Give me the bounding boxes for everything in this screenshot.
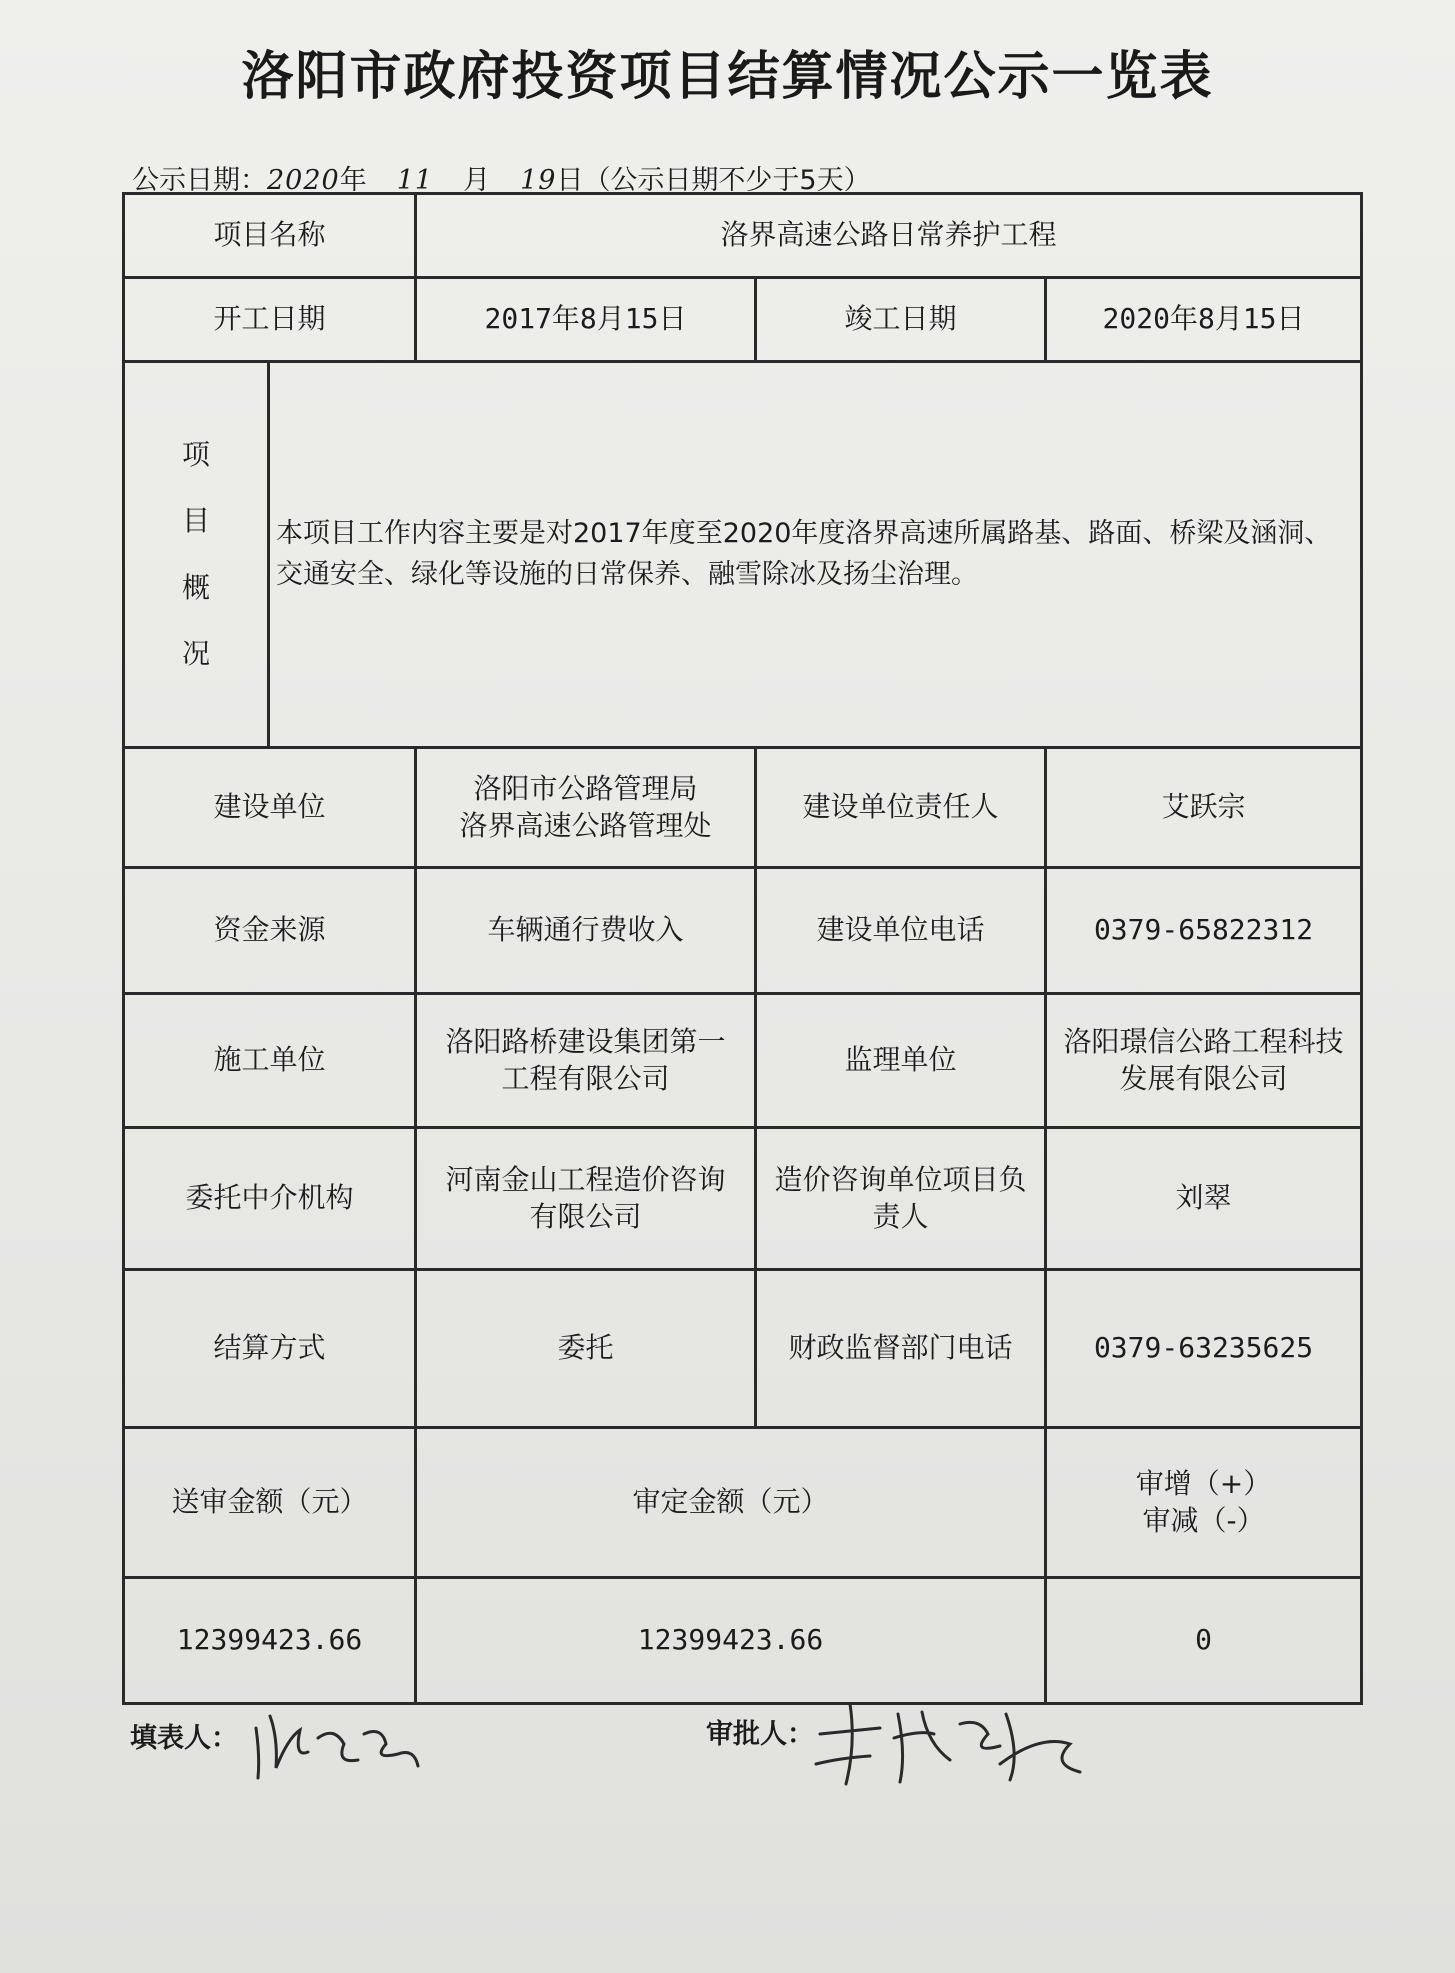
value-agency-lead: 刘翠 [1046, 1128, 1362, 1270]
label-unit-responsible: 建设单位责任人 [756, 748, 1046, 868]
value-fund-source: 车辆通行费收入 [416, 868, 756, 994]
row-overview [124, 362, 1362, 748]
label-project-name: 项目名称 [124, 194, 416, 278]
label-overview-char: 项 [181, 437, 210, 471]
label-settlement-method: 结算方式 [124, 1270, 416, 1428]
row-amount-headers [124, 1428, 1362, 1578]
date-label: 公示日期： [132, 165, 267, 196]
value-supervisor: 洛阳璟信公路工程科技发展有限公司 [1046, 994, 1362, 1128]
label-agency: 委托中介机构 [124, 1128, 416, 1270]
label-end-date: 竣工日期 [756, 278, 1046, 362]
label-increase-decrease: 审增（+） 审减（-） [1046, 1428, 1362, 1578]
label-supervisor: 监理单位 [756, 994, 1046, 1128]
label-contractor: 施工单位 [124, 994, 416, 1128]
row-settlement-method [124, 1270, 1362, 1428]
label-submitted-amount: 送审金额（元） [124, 1428, 416, 1578]
label-agency-lead: 造价咨询单位项目负责人 [756, 1128, 1046, 1270]
value-approved-amount: 12399423.66 [416, 1578, 1046, 1704]
value-increase-decrease: 0 [1046, 1578, 1362, 1704]
date-year-suffix: 年 [339, 165, 367, 196]
value-settlement-method: 委托 [416, 1270, 756, 1428]
date-day-suffix: 日 [556, 165, 584, 196]
value-overview: 本项目工作内容主要是对2017年度至2020年度洛界高速所属路基、路面、桥梁及涵洞、交通安全、绿化等设施的日常保养、融雪除冰及扬尘治理。 [269, 362, 1362, 748]
row-project-name [124, 194, 1362, 278]
label-unit-phone: 建设单位电话 [756, 868, 1046, 994]
label-overview-char: 目 [181, 504, 210, 538]
date-year: 2020 [267, 165, 340, 196]
document-title: 洛阳市政府投资项目结算情况公示一览表 [241, 47, 1214, 107]
value-construction-unit: 洛阳市公路管理局 洛界高速公路管理处 [416, 748, 756, 868]
date-day: 19 [520, 165, 557, 196]
row-amount-values [124, 1578, 1362, 1704]
value-unit-phone: 0379-65822312 [1046, 868, 1362, 994]
value-end-date: 2020年8月15日 [1046, 278, 1362, 362]
label-finance-phone: 财政监督部门电话 [756, 1270, 1046, 1428]
value-project-name: 洛界高速公路日常养护工程 [416, 194, 1362, 278]
value-finance-phone: 0379-63235625 [1046, 1270, 1362, 1428]
value-unit-responsible: 艾跃宗 [1046, 748, 1362, 868]
label-start-date: 开工日期 [124, 278, 416, 362]
row-fund-source [124, 868, 1362, 994]
row-agency [124, 1128, 1362, 1270]
filler-signature-icon [248, 1708, 428, 1788]
filler-label: 填表人： [130, 1723, 238, 1754]
row-contractor [124, 994, 1362, 1128]
row-dates [124, 278, 1362, 362]
approver-signature-icon [810, 1694, 1090, 1794]
label-overview-char: 况 [181, 636, 210, 670]
date-month-suffix: 月 [463, 165, 491, 196]
label-fund-source: 资金来源 [124, 868, 416, 994]
row-construction-unit [124, 748, 1362, 868]
value-start-date: 2017年8月15日 [416, 278, 756, 362]
value-contractor: 洛阳路桥建设集团第一 工程有限公司 [416, 994, 756, 1128]
date-month: 11 [396, 165, 434, 196]
label-approved-amount: 审定金额（元） [416, 1428, 1046, 1578]
date-note: （公示日期不少于5天） [583, 165, 871, 196]
approver-label: 审批人： [706, 1719, 814, 1750]
label-construction-unit: 建设单位 [124, 748, 416, 868]
settlement-table [122, 192, 1363, 1705]
label-overview [124, 362, 269, 748]
value-submitted-amount: 12399423.66 [124, 1578, 416, 1704]
label-overview-char: 概 [181, 570, 210, 604]
value-agency: 河南金山工程造价咨询 有限公司 [416, 1128, 756, 1270]
